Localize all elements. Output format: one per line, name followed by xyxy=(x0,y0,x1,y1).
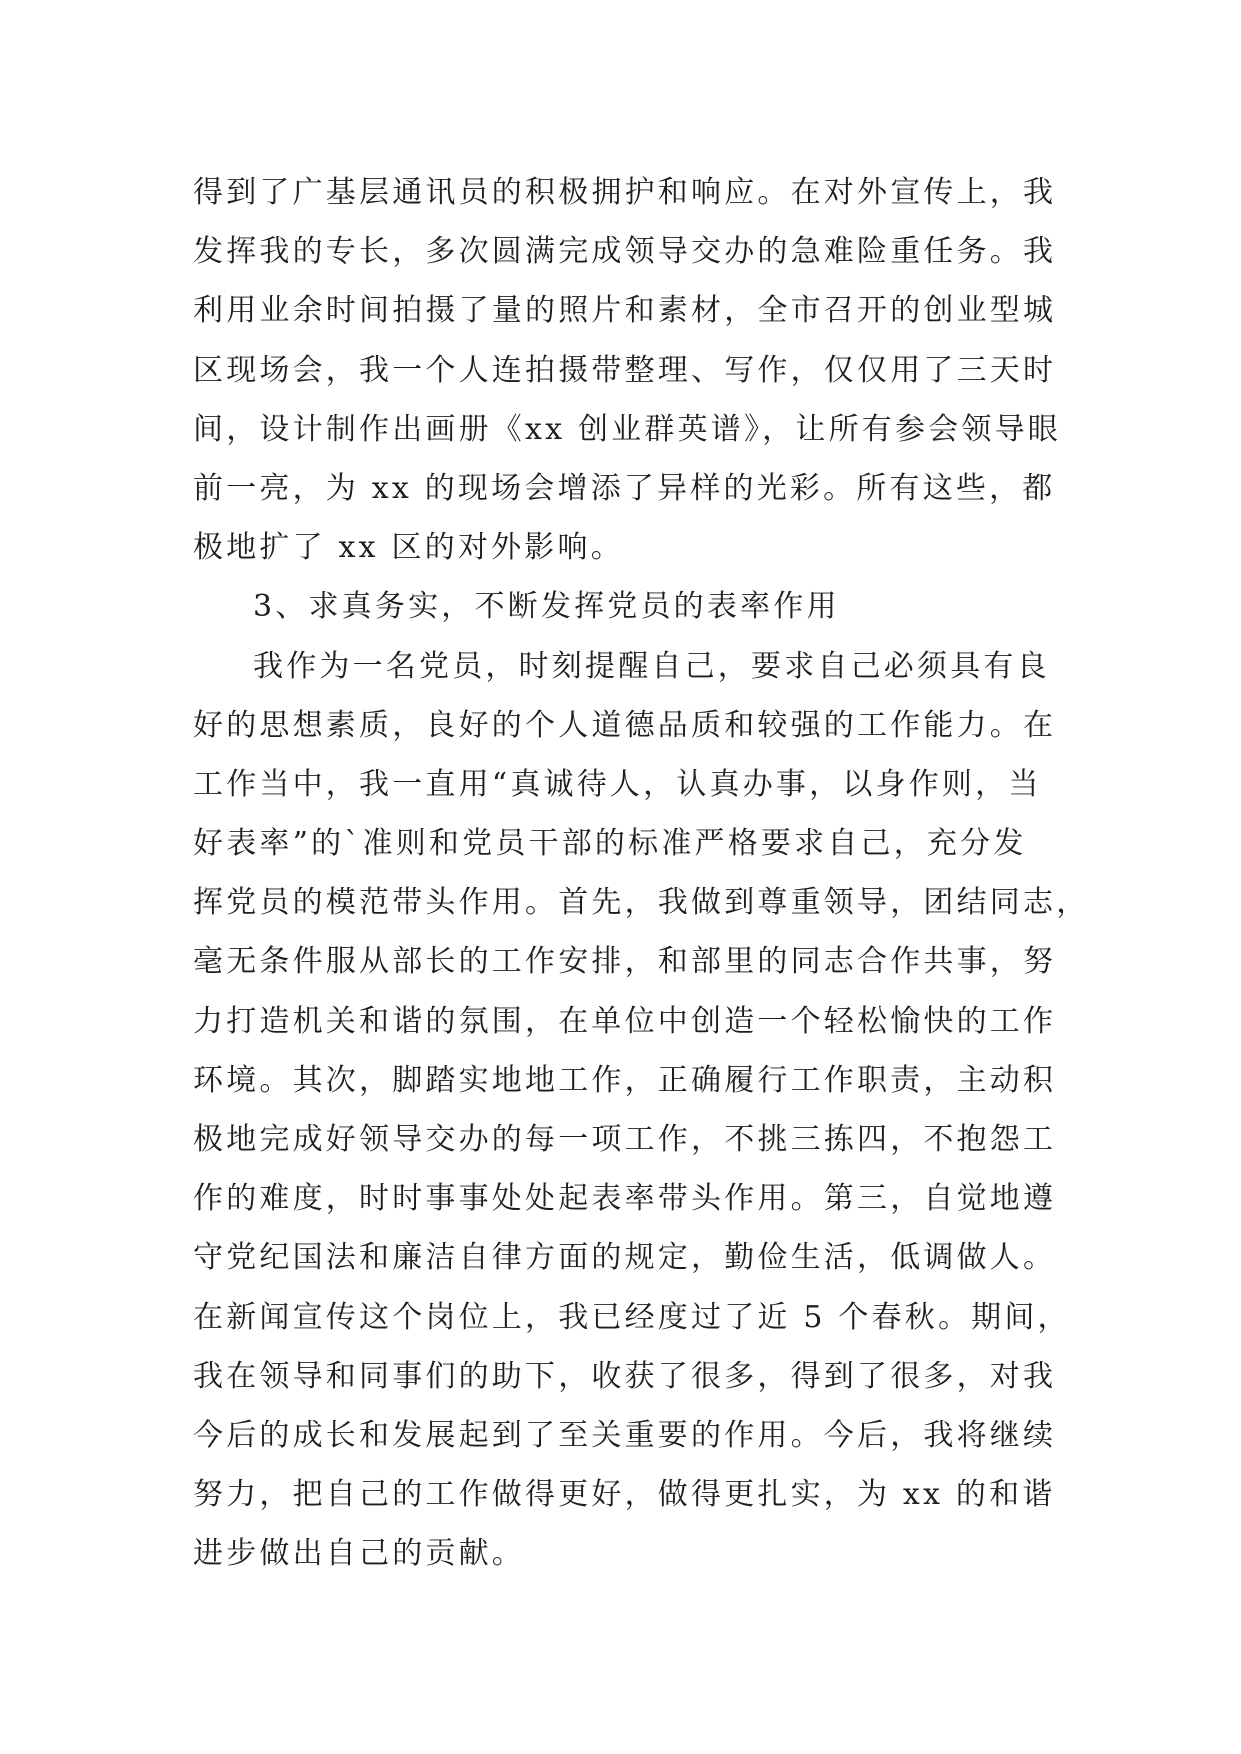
text-line: 守党纪国法和廉洁自律方面的规定，勤俭生活，低调做人。 xyxy=(193,1240,1057,1276)
text-line: 利用业余时间拍摄了量的照片和素材，全市召开的创业型城 xyxy=(193,293,1057,329)
section-heading: 3、求真务实，不断发挥党员的表率作用 xyxy=(253,589,840,625)
text-line: 好的思想素质，良好的个人道德品质和较强的工作能力。在 xyxy=(193,707,1057,743)
text-line: 作的难度，时时事事处处起表率带头作用。第三，自觉地遵 xyxy=(193,1181,1057,1217)
text-line: 我作为一名党员，时刻提醒自己，要求自己必须具有良 xyxy=(253,648,1050,684)
text-line: 得到了广基层通讯员的积极拥护和响应。在对外宣传上，我 xyxy=(193,175,1057,210)
text-line: 毫无条件服从部长的工作安排，和部里的同志合作共事，努 xyxy=(193,944,1057,980)
text-line: 极地扩了 xx 区的对外影响。 xyxy=(193,530,624,566)
text-line: 力打造机关和谐的氛围，在单位中创造一个轻松愉快的工作 xyxy=(193,1003,1057,1039)
text-line: 前一亮，为 xx 的现场会增添了异样的光彩。所有这些，都 xyxy=(193,470,1056,506)
text-line: 在新闻宣传这个岗位上，我已经度过了近 5 个春秋。期间， xyxy=(193,1299,1071,1335)
text-line: 我在领导和同事们的助下，收获了很多，得到了很多，对我 xyxy=(193,1358,1057,1394)
text-line: 工作当中，我一直用“真诚待人，认真办事，以身作则，当 xyxy=(193,766,1042,802)
text-line: 区现场会，我一个人连拍摄带整理、写作，仅仅用了三天时 xyxy=(193,352,1057,388)
text-line: 今后的成长和发展起到了至关重要的作用。今后，我将继续 xyxy=(193,1417,1057,1453)
text-line: 努力，把自己的工作做得更好，做得更扎实，为 xx 的和谐 xyxy=(193,1477,1056,1513)
text-line: 好表率”的`准则和党员干部的标准严格要求自己，充分发 xyxy=(193,826,1027,862)
body-text xyxy=(193,163,1090,1584)
text-line: 环境。其次，脚踏实地地工作，正确履行工作职责，主动积 xyxy=(193,1062,1057,1098)
text-line: 发挥我的专长，多次圆满完成领导交办的急难险重任务。我 xyxy=(193,234,1057,270)
text-line: 进步做出自己的贡献。 xyxy=(193,1536,525,1572)
text-line: 极地完成好领导交办的每一项工作，不挑三拣四，不抱怨工 xyxy=(193,1122,1057,1157)
text-line: 间，设计制作出画册《xx 创业群英谱》，让所有参会领导眼 xyxy=(193,411,1061,447)
text-line: 挥党员的模范带头作用。首先，我做到尊重领导，团结同志， xyxy=(193,885,1090,921)
